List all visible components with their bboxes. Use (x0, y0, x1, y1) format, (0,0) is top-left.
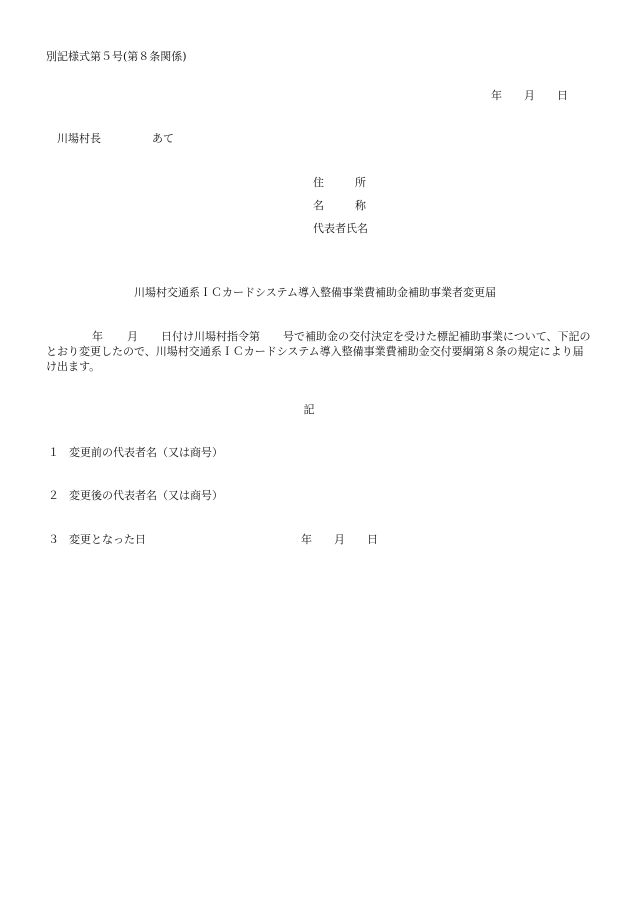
change-date-month: 月 (334, 533, 345, 546)
body-text-part2: 号で補助金の交付決定を受けた標記補助事業について、下記のとおり変更したので、川場村交通系ＩＣカードシステム導入整備事業費補助金交付要綱第８条の規定により届け出ます。 (46, 330, 591, 373)
date-month-label: 月 (524, 89, 535, 102)
item-number: ３ (48, 533, 59, 546)
addressee (57, 133, 174, 144)
name-char-2: 称 (355, 199, 366, 212)
item-label: 変更後の代表者名（又は商号） (69, 489, 223, 502)
change-date-value (301, 534, 378, 545)
item-number: ２ (48, 489, 59, 502)
date-day-label: 日 (557, 89, 568, 102)
name-char-1: 名 (313, 199, 324, 212)
list-item (48, 490, 223, 501)
addressee-name: 川場村長 (57, 132, 101, 145)
item-label: 変更前の代表者名（又は商号） (69, 446, 223, 459)
applicant-name-label (313, 200, 368, 223)
addressee-suffix: あて (152, 132, 174, 145)
item-number: １ (48, 446, 59, 459)
date-year-label: 年 (491, 89, 502, 102)
change-date-day: 日 (367, 533, 378, 546)
body-month-label: 月 (127, 330, 138, 343)
list-item (48, 447, 223, 458)
ki-heading: 記 (303, 403, 315, 416)
applicant-address-label (313, 177, 368, 200)
body-year-label: 年 (92, 330, 103, 343)
submission-date (491, 90, 568, 101)
applicant-representative-label: 代表者氏名 (313, 222, 368, 235)
form-number: 別記様式第５号(第８条関係) (46, 50, 187, 63)
body-paragraph (46, 329, 591, 374)
document-title: 川場村交通系ＩＣカードシステム導入整備事業費補助金補助事業者変更届 (134, 286, 496, 299)
applicant-block (313, 177, 368, 246)
address-char-1: 住 (313, 176, 324, 189)
address-char-2: 所 (355, 176, 366, 189)
item-label: 変更となった日 (69, 533, 146, 546)
list-item (48, 533, 378, 546)
change-date-year: 年 (301, 533, 312, 546)
body-text-part1: 日付け川場村指令第 (161, 330, 260, 343)
